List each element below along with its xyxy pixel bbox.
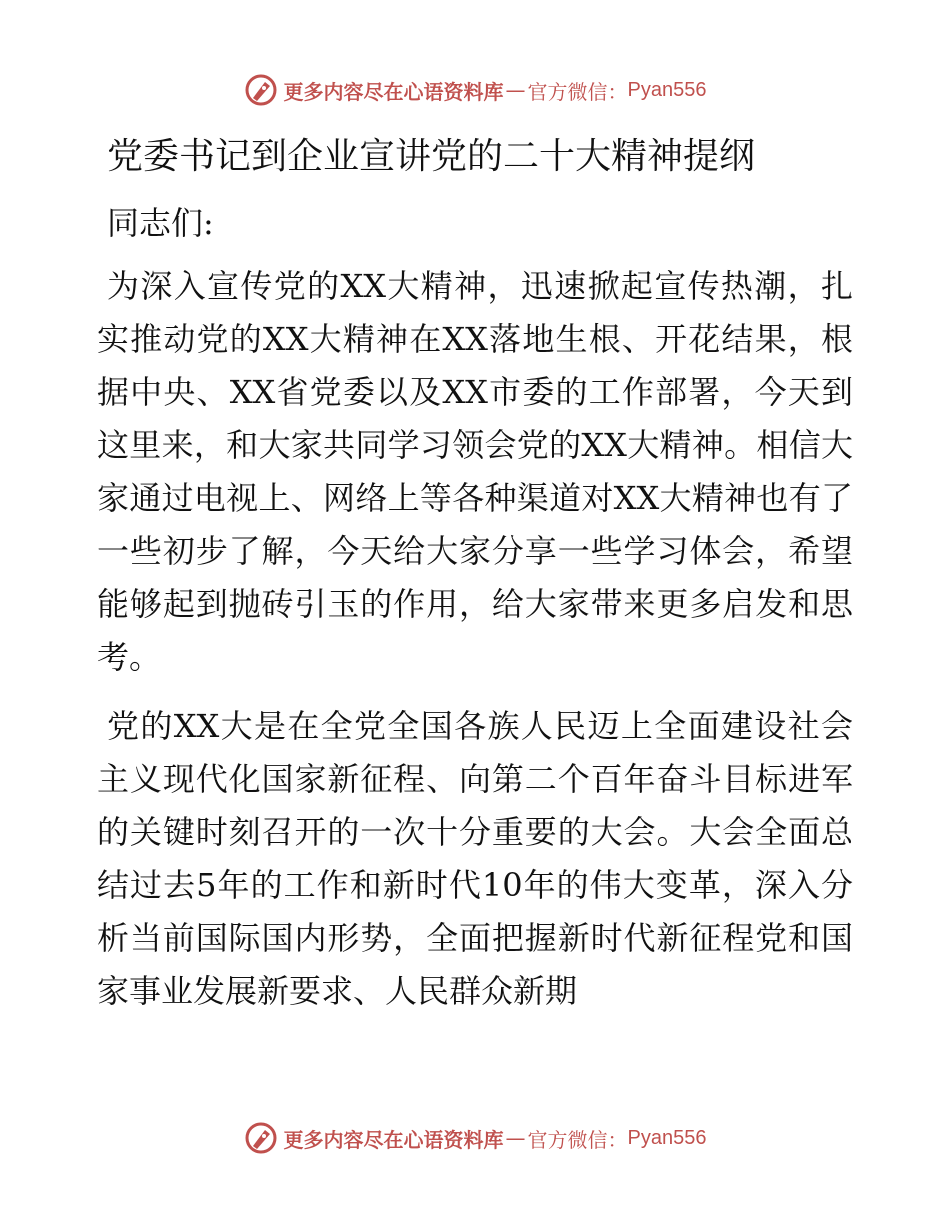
wechat-id: Pyan556 <box>627 1126 707 1149</box>
salutation: 同志们: <box>107 204 214 242</box>
wechat-id: Pyan556 <box>627 78 707 101</box>
paragraph-1: 为深入宣传党的XX大精神，迅速掀起宣传热潮，扎实推动党的XX大精神在XX落地生根、开花结果，根据中央、XX省党委以及XX市委的工作部署，今天到这里来，和大家共同学习领会党的XX大精神。相信大家通过电视上、网络上等各种渠道对XX大精神也有了一些初步了解，今天给大家分享一些学习体会，希望能够起到抛砖引玉的作用，给大家带来更多启发和思考。 <box>97 267 853 676</box>
header-banner[interactable] <box>0 70 950 110</box>
promo-text: 更多内容尽在心语资料库 <box>283 79 504 104</box>
pen-nib-logo-icon <box>244 1121 278 1155</box>
document-body <box>97 118 853 1018</box>
wechat-label: 官方微信： <box>527 1127 628 1152</box>
footer-banner[interactable] <box>0 1118 950 1158</box>
banner-dash: — <box>505 78 526 102</box>
document-title: 党委书记到企业宣讲党的二十大精神提纲 <box>107 136 756 177</box>
paragraph-2: 党的XX大是在全党全国各族人民迈上全面建设社会主义现代化国家新征程、向第二个百年奋斗目标进军的关键时刻召开的一次十分重要的大会。大会全面总结过去5年的工作和新时代10年的伟大变革，深入分析当前国际国内形势，全面把握新时代新征程党和国家事业发展新要求、人民群众新期 <box>97 707 853 1010</box>
wechat-label: 官方微信： <box>527 79 628 104</box>
banner-dash: — <box>505 1126 526 1150</box>
pen-nib-logo-icon <box>244 73 278 107</box>
promo-text: 更多内容尽在心语资料库 <box>283 1127 504 1152</box>
